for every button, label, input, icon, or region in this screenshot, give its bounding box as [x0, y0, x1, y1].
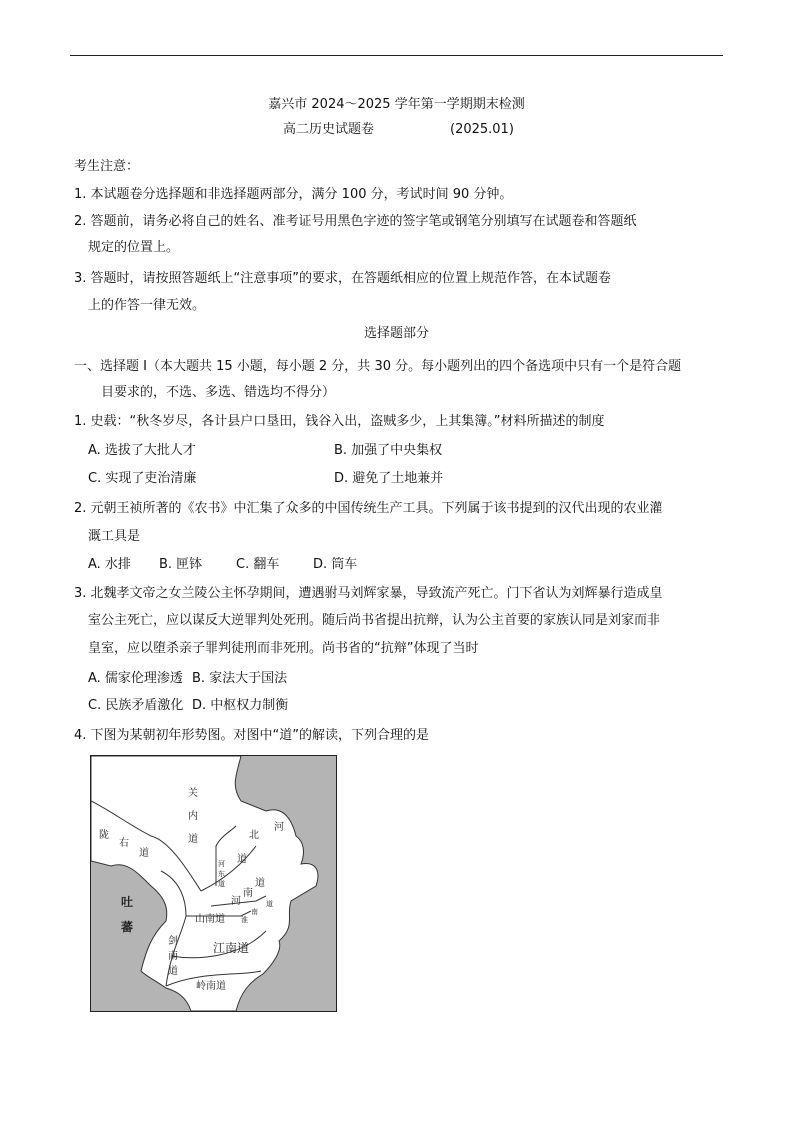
- question-3: [74, 586, 663, 602]
- map-label: 南: [168, 951, 178, 962]
- question-number: 2.: [74, 501, 87, 516]
- map-label: 河: [274, 822, 284, 833]
- item-text: 答题前，请务必将自己的姓名、准考证号用黑色字迹的签字笔或钢笔分别填写在试题卷和答题纸: [90, 214, 637, 229]
- option-d: D. 筒车: [313, 557, 358, 572]
- option-a: A. 水排: [88, 557, 131, 572]
- question-text: 北魏孝文帝之女兰陵公主怀孕期间，遭遇驸马刘辉家暴，导致流产死亡。门下省认为刘辉暴行造成皇: [90, 586, 663, 601]
- map-label: 关: [188, 788, 198, 799]
- item-number: 1.: [74, 187, 87, 202]
- map-label: 吐: [121, 895, 134, 909]
- option-c: C. 翻车: [236, 557, 280, 572]
- question-text: 室公主死亡，应以谋反大逆罪判处死刑。随后尚书省提出抗辩，认为公主首要的家族认同是刘家而非: [88, 613, 661, 628]
- item-number: 2.: [74, 214, 87, 229]
- map-label: 陇: [99, 830, 109, 841]
- question-2: [74, 501, 663, 517]
- option-a: A. 儒家伦理渗透: [88, 671, 183, 686]
- map-label: 道: [168, 966, 178, 977]
- map-label: 蕃: [121, 920, 134, 934]
- map-label: 道: [255, 878, 265, 889]
- map-label: 南: [251, 908, 258, 916]
- question-text: 溉工具是: [88, 529, 141, 544]
- option-c: C. 实现了吏治清廉: [88, 471, 197, 486]
- map-label: 东: [218, 870, 225, 878]
- map-label: 道: [266, 900, 273, 908]
- exam-date: (2025.01): [450, 122, 514, 137]
- map-label: 剑: [168, 936, 178, 947]
- map-label: 内: [188, 811, 198, 822]
- historical-map: [90, 755, 337, 1012]
- header-rule: [70, 55, 723, 56]
- section-intro: 目要求的，不选、多选、错选均不得分）: [101, 385, 336, 400]
- option-a: A. 选拔了大批人才: [88, 443, 196, 458]
- option-c: C. 民族矛盾激化: [88, 698, 184, 713]
- map-label: 江南道: [213, 941, 250, 955]
- map-label: 北: [249, 830, 259, 841]
- notice-2: [74, 214, 637, 230]
- option-b: B. 家法大于国法: [192, 671, 288, 686]
- map-label: 河: [218, 860, 225, 868]
- question-text: 下图为某朝初年形势图。对图中“道”的解读，下列合理的是: [90, 728, 430, 743]
- map-label: 道: [218, 880, 225, 888]
- map-label: 淮: [241, 916, 248, 924]
- question-number: 4.: [74, 728, 87, 743]
- question-number: 1.: [74, 414, 87, 429]
- exam-subtitle: 高二历史试题卷: [283, 122, 375, 137]
- option-d: D. 中枢权力制衡: [192, 698, 289, 713]
- exam-title: 嘉兴市 2024～2025 学年第一学期期末检测: [268, 97, 525, 112]
- question-number: 3.: [74, 586, 87, 601]
- item-text: 答题时，请按照答题纸上“注意事项”的要求，在答题纸相应的位置上规范作答，在本试题卷: [90, 271, 612, 286]
- map-label: 右: [119, 838, 129, 849]
- item-text: 上的作答一律无效。: [88, 298, 206, 313]
- map-label: 道: [139, 848, 149, 859]
- land-region: [91, 756, 318, 1011]
- question-text: 元朝王祯所著的《农书》中汇集了众多的中国传统生产工具。下列属于该书提到的汉代出现的农业灌: [90, 501, 663, 516]
- item-text: 规定的位置上。: [88, 240, 180, 255]
- question-text: 史载：“秋冬岁尽，各计县户口垦田，钱谷入出，盗贼多少，上其集簿。”材料所描述的制度: [90, 414, 605, 429]
- map-label: 河: [231, 896, 241, 907]
- question-1: [74, 414, 605, 430]
- notice-3: [74, 271, 611, 287]
- map-label: 南: [243, 888, 253, 899]
- notice-1: [74, 187, 512, 203]
- map-label: 道: [237, 854, 247, 865]
- section-title: 选择题部分: [363, 326, 429, 341]
- question-4: [74, 728, 429, 744]
- option-d: D. 避免了土地兼并: [334, 471, 444, 486]
- map-label: 道: [188, 834, 198, 845]
- option-b: B. 匣钵: [159, 557, 203, 572]
- item-text: 本试题卷分选择题和非选择题两部分，满分 100 分，考试时间 90 分钟。: [90, 187, 513, 202]
- notice-heading: 考生注意：: [74, 159, 140, 174]
- section-intro: 一、选择题 Ⅰ（本大题共 15 小题，每小题 2 分，共 30 分。每小题列出的四个备选项中只有一个是符合题: [74, 359, 682, 374]
- map-label: 山南道: [195, 914, 225, 925]
- question-text: 皇室，应以堕杀亲子罪判徒刑而非死刑。尚书省的“抗辩”体现了当时: [88, 641, 479, 656]
- option-b: B. 加强了中央集权: [334, 443, 443, 458]
- item-number: 3.: [74, 271, 87, 286]
- map-label: 岭南道: [196, 981, 226, 992]
